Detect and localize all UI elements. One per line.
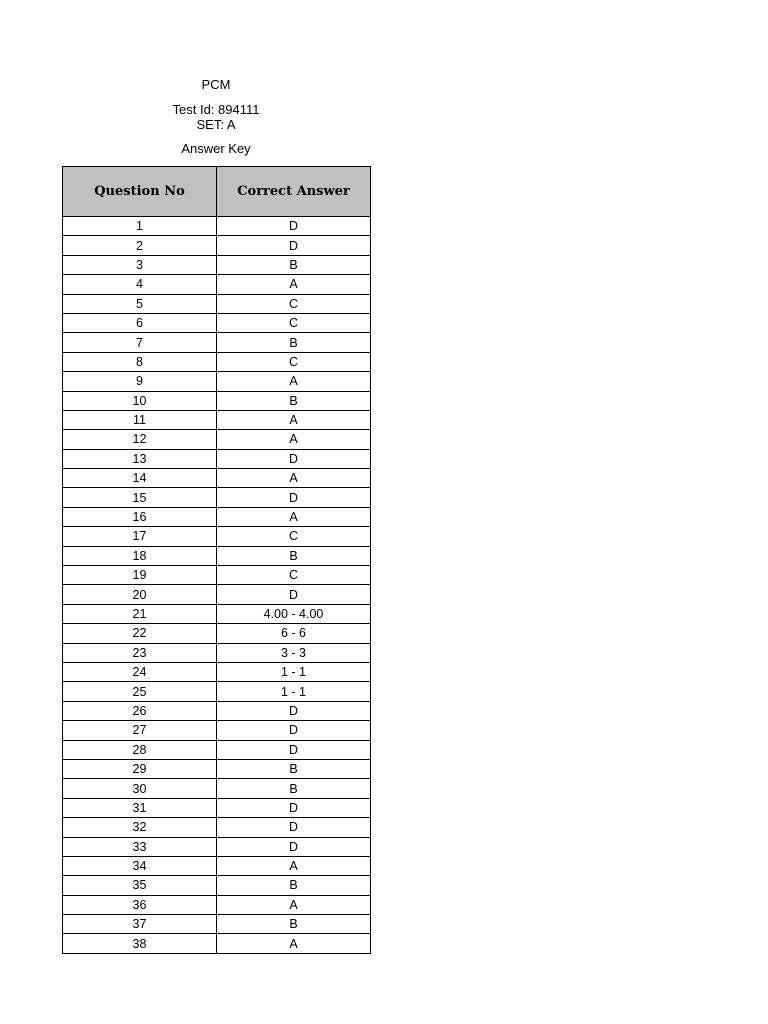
column-header-correct-answer: Correct Answer — [217, 167, 371, 217]
correct-answer-cell: B — [217, 391, 371, 410]
question-number-cell: 30 — [63, 779, 217, 798]
correct-answer-cell: B — [217, 876, 371, 895]
question-number-cell: 29 — [63, 759, 217, 778]
subject-title: PCM — [201, 77, 231, 92]
table-row — [63, 488, 371, 507]
question-number-cell: 33 — [63, 837, 217, 856]
correct-answer-cell: B — [217, 333, 371, 352]
table-row — [63, 527, 371, 546]
question-number-cell: 26 — [63, 701, 217, 720]
question-number-cell: 21 — [63, 604, 217, 623]
question-number-cell: 11 — [63, 410, 217, 429]
question-number-cell: 19 — [63, 566, 217, 585]
correct-answer-cell: D — [217, 740, 371, 759]
table-row — [63, 837, 371, 856]
correct-answer-cell: C — [217, 566, 371, 585]
table-row — [63, 294, 371, 313]
correct-answer-cell: D — [217, 818, 371, 837]
correct-answer-cell: A — [217, 856, 371, 875]
question-number-cell: 24 — [63, 662, 217, 681]
table-row — [63, 507, 371, 526]
table-row — [63, 217, 371, 236]
table-row — [63, 236, 371, 255]
table-row — [63, 430, 371, 449]
test-id-label: Test Id: 894111 — [172, 102, 260, 117]
correct-answer-cell: C — [217, 313, 371, 332]
question-number-cell: 2 — [63, 236, 217, 255]
table-row — [63, 372, 371, 391]
correct-answer-cell: 3 - 3 — [217, 643, 371, 662]
correct-answer-cell: C — [217, 294, 371, 313]
answer-key-title: Answer Key — [181, 141, 251, 156]
table-row — [63, 352, 371, 371]
correct-answer-cell: A — [217, 934, 371, 953]
table-row — [63, 721, 371, 740]
table-row — [63, 546, 371, 565]
question-number-cell: 38 — [63, 934, 217, 953]
question-number-cell: 27 — [63, 721, 217, 740]
table-row — [63, 255, 371, 274]
correct-answer-cell: 6 - 6 — [217, 624, 371, 643]
question-number-cell: 10 — [63, 391, 217, 410]
correct-answer-cell: B — [217, 915, 371, 934]
correct-answer-cell: D — [217, 837, 371, 856]
question-number-cell: 31 — [63, 798, 217, 817]
correct-answer-cell: 1 - 1 — [217, 682, 371, 701]
table-row — [63, 624, 371, 643]
table-row — [63, 566, 371, 585]
correct-answer-cell: D — [217, 449, 371, 468]
question-number-cell: 17 — [63, 527, 217, 546]
correct-answer-cell: D — [217, 488, 371, 507]
question-number-cell: 28 — [63, 740, 217, 759]
question-number-cell: 6 — [63, 313, 217, 332]
question-number-cell: 35 — [63, 876, 217, 895]
table-row — [63, 701, 371, 720]
question-number-cell: 18 — [63, 546, 217, 565]
question-number-cell: 9 — [63, 372, 217, 391]
correct-answer-cell: A — [217, 372, 371, 391]
question-number-cell: 23 — [63, 643, 217, 662]
table-row — [63, 856, 371, 875]
question-number-cell: 4 — [63, 275, 217, 294]
table-row — [63, 934, 371, 953]
correct-answer-cell: D — [217, 721, 371, 740]
table-row — [63, 682, 371, 701]
correct-answer-cell: D — [217, 701, 371, 720]
correct-answer-cell: D — [217, 798, 371, 817]
question-number-cell: 8 — [63, 352, 217, 371]
question-number-cell: 32 — [63, 818, 217, 837]
table-row — [63, 313, 371, 332]
set-label: SET: A — [196, 117, 236, 132]
answer-key-table — [62, 166, 371, 954]
column-header-question-no: Question No — [63, 167, 217, 217]
correct-answer-cell: D — [217, 585, 371, 604]
table-row — [63, 779, 371, 798]
correct-answer-cell: A — [217, 410, 371, 429]
table-row — [63, 876, 371, 895]
question-number-cell: 14 — [63, 469, 217, 488]
table-row — [63, 759, 371, 778]
table-body — [63, 217, 371, 954]
correct-answer-cell: B — [217, 255, 371, 274]
question-number-cell: 34 — [63, 856, 217, 875]
question-number-cell: 25 — [63, 682, 217, 701]
question-number-cell: 15 — [63, 488, 217, 507]
question-number-cell: 7 — [63, 333, 217, 352]
correct-answer-cell: B — [217, 759, 371, 778]
correct-answer-cell: A — [217, 275, 371, 294]
table-row — [63, 391, 371, 410]
question-number-cell: 20 — [63, 585, 217, 604]
correct-answer-cell: A — [217, 469, 371, 488]
question-number-cell: 37 — [63, 915, 217, 934]
correct-answer-cell: 4.00 - 4.00 — [217, 604, 371, 623]
question-number-cell: 12 — [63, 430, 217, 449]
table-row — [63, 585, 371, 604]
correct-answer-cell: 1 - 1 — [217, 662, 371, 681]
question-number-cell: 16 — [63, 507, 217, 526]
table-row — [63, 662, 371, 681]
correct-answer-cell: B — [217, 546, 371, 565]
correct-answer-cell: C — [217, 352, 371, 371]
question-number-cell: 1 — [63, 217, 217, 236]
correct-answer-cell: A — [217, 507, 371, 526]
correct-answer-cell: C — [217, 527, 371, 546]
question-number-cell: 36 — [63, 895, 217, 914]
table-row — [63, 410, 371, 429]
table-row — [63, 469, 371, 488]
correct-answer-cell: A — [217, 430, 371, 449]
correct-answer-cell: D — [217, 236, 371, 255]
correct-answer-cell: B — [217, 779, 371, 798]
correct-answer-cell: A — [217, 895, 371, 914]
table-row — [63, 275, 371, 294]
table-row — [63, 740, 371, 759]
question-number-cell: 13 — [63, 449, 217, 468]
question-number-cell: 3 — [63, 255, 217, 274]
table-row — [63, 333, 371, 352]
table-row — [63, 449, 371, 468]
question-number-cell: 5 — [63, 294, 217, 313]
table-row — [63, 798, 371, 817]
question-number-cell: 22 — [63, 624, 217, 643]
table-row — [63, 895, 371, 914]
table-row — [63, 818, 371, 837]
table-row — [63, 643, 371, 662]
table-row — [63, 915, 371, 934]
correct-answer-cell: D — [217, 217, 371, 236]
table-header-row — [63, 167, 371, 217]
table-row — [63, 604, 371, 623]
